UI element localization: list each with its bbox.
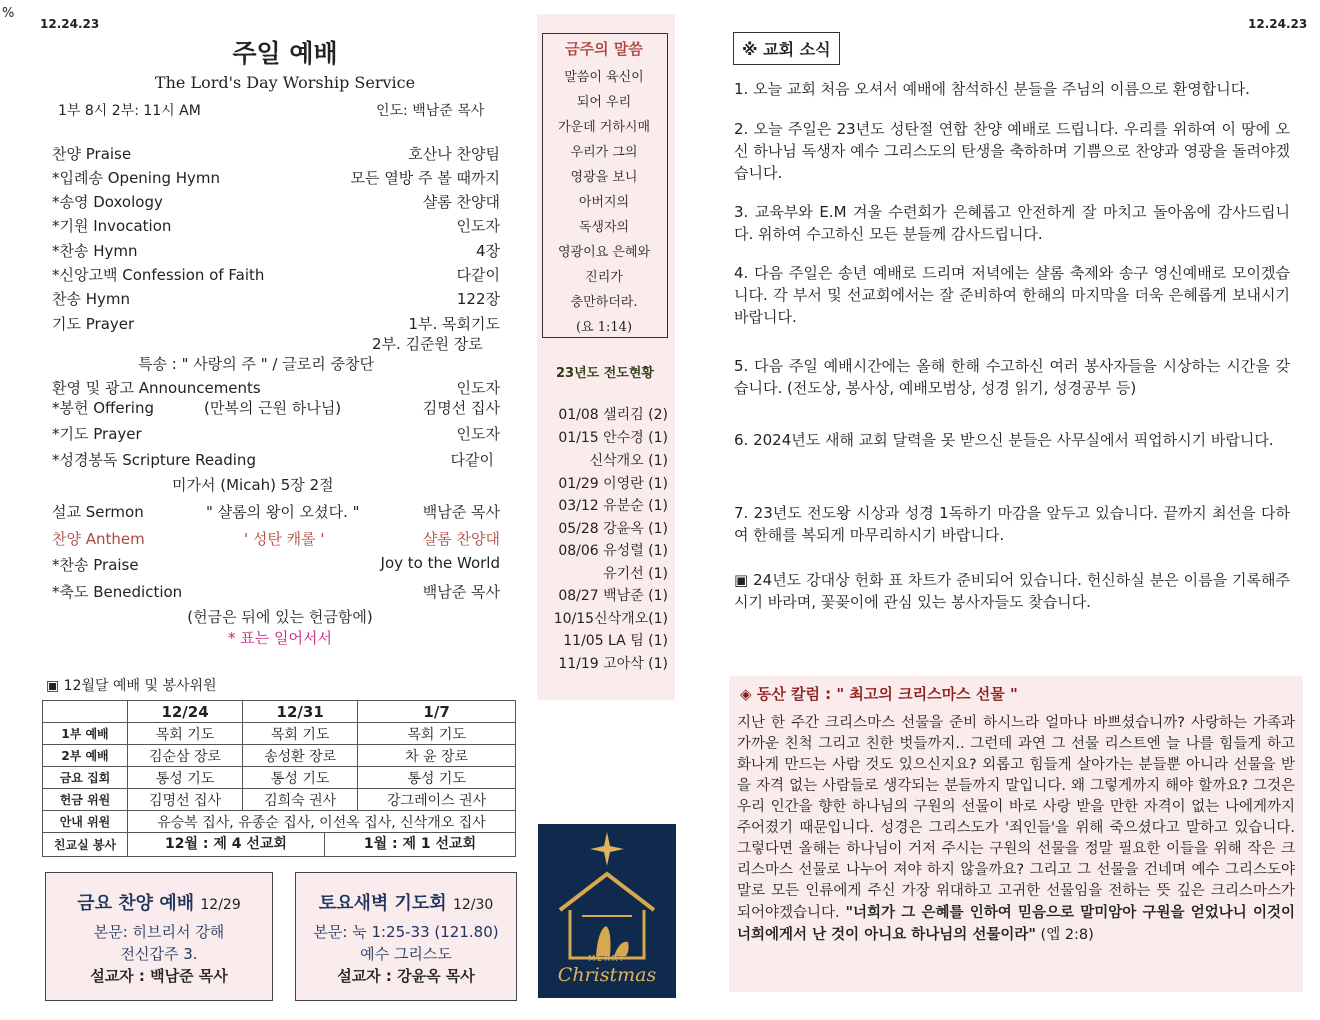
- order-label: *성경봉독 Scripture Reading: [52, 451, 256, 469]
- row-header: 헌금 위원: [43, 789, 128, 811]
- evangelism-item: 11/05 LA 팀 (1): [563, 633, 668, 649]
- order-label: *봉헌 Offering: [52, 399, 154, 417]
- row-header: 친교실 봉사: [43, 833, 128, 857]
- column-quote: "너희가 그 은혜를 인하여 믿음으로 말미암아 구원을 얻었나니 이것이 너희에게서 난 것이 아니요 하나님의 선물이라": [737, 904, 1296, 943]
- table-cell: 김희숙 권사: [243, 789, 358, 811]
- evangelism-item: 08/06 유성렬 (1): [558, 543, 668, 559]
- table-row: [43, 789, 516, 811]
- column-quote-ref: (엡 2:8): [1035, 927, 1094, 943]
- row-header: 금요 집회: [43, 767, 128, 789]
- order-value: Joy to the World: [380, 554, 500, 572]
- friday-title-text: 금요 찬양 예배: [77, 893, 195, 914]
- saturday-date: 12/30: [452, 897, 494, 913]
- date-right: 12.24.23: [1248, 17, 1308, 31]
- order-label: 찬송 Hymn: [52, 290, 131, 308]
- table-cell: 목회 기도: [243, 723, 358, 745]
- offering-note: (헌금은 뒤에 있는 헌금함에): [187, 608, 373, 626]
- order-row: [52, 581, 500, 605]
- order-value: 인도자: [456, 379, 500, 397]
- worship-title: 주일 예배: [232, 39, 338, 68]
- order-label: *찬송 Praise: [52, 556, 139, 574]
- verse-line: (요 1:14): [575, 320, 633, 335]
- order-label: 찬양 Anthem: [52, 530, 145, 548]
- order-label: *찬송 Hymn: [52, 242, 138, 260]
- saturday-preacher: 설교자 : 강윤옥 목사: [337, 967, 475, 985]
- friday-text: 본문: 히브리서 강해: [93, 923, 225, 941]
- news-title: ※ 교회 소식: [733, 32, 840, 65]
- order-value: 백남준 목사: [422, 503, 500, 521]
- verse-line: 우리가 그의: [570, 145, 638, 160]
- evangelism-item: 05/28 강윤옥 (1): [558, 521, 668, 537]
- table-cell: 목회 기도: [128, 723, 243, 745]
- table-cell: 차 윤 장로: [358, 745, 516, 767]
- news-item: 5. 다음 주일 예배시간에는 올해 한해 수고하신 여러 봉사자들을 시상하는 시간을 갖습니다. (전도상, 봉사상, 예배모범상, 성경 읽기, 성경공부 등): [734, 357, 1290, 397]
- verse-line: 영광이요 은혜와: [557, 245, 651, 260]
- news-item: 2. 오늘 주일은 23년도 성탄절 연합 찬양 예배로 드립니다. 우리를 위하여 이 땅에 오신 하나님 독생자 예수 그리스도의 탄생을 축하하며 기쁨으로 찬양과 영광을 돌려야겠습니다.: [734, 120, 1290, 182]
- schedule-table: [42, 700, 516, 857]
- table-cell: 목회 기도: [358, 723, 516, 745]
- saturday-topic: 예수 그리스도: [360, 945, 452, 963]
- verse-line: 영광을 보니: [570, 170, 638, 185]
- order-value: 샬롬 찬양대: [422, 193, 500, 211]
- table-row: [43, 833, 516, 857]
- saturday-text: 본문: 눅 1:25-33 (121.80): [313, 923, 499, 941]
- table-cell: 김순삼 장로: [128, 745, 243, 767]
- row-header: 2부 예배: [43, 745, 128, 767]
- table-row: [43, 723, 516, 745]
- prayer-second-service: 2부. 김준원 장로: [372, 335, 483, 353]
- evangelism-item: 03/12 유분순 (1): [558, 498, 668, 514]
- table-cell: 송성환 장로: [243, 745, 358, 767]
- news-item: 1. 오늘 교회 처음 오셔서 예배에 참석하신 분들을 주님의 이름으로 환영합니다.: [734, 80, 1250, 98]
- order-row: [52, 143, 500, 167]
- evangelism-item: 01/15 안수경 (1): [558, 430, 668, 446]
- news-item: 3. 교육부와 E.M 겨울 수련회가 은혜롭고 안전하게 잘 마치고 돌아옴에 감사드립니다. 위하여 수고하신 모든 분들께 감사드립니다.: [734, 203, 1290, 243]
- order-value: 모든 열방 주 볼 때까지: [350, 169, 500, 187]
- saturday-prayer-box: [295, 872, 517, 1001]
- friday-topic: 전신갑주 3.: [120, 945, 198, 963]
- table-cell: 통성 기도: [128, 767, 243, 789]
- order-value: 김명선 집사: [422, 399, 500, 417]
- table-cell: 통성 기도: [243, 767, 358, 789]
- verse-line: 되어 우리: [576, 95, 632, 110]
- order-label: 기도 Prayer: [52, 315, 135, 333]
- xmas-merry: MERRY: [588, 954, 626, 963]
- saturday-title-text: 토요새벽 기도회: [318, 893, 447, 914]
- worship-leader: 인도: 백남준 목사: [376, 103, 485, 119]
- order-row: [52, 554, 500, 578]
- column-text: 지난 한 주간 크리스마스 선물을 준비 하시느라 얼마나 바쁘셨습니까? 사랑하는 가족과 가까운 친척 그리고 친한 벗들까지.. 그런데 과연 그 선물 리스트엔 늘 나를 힘들게 하고 화나게 만드는 사람 것도 있으신지요? 외롭고 힘들게 살아가는 분들뿐 아니라 선물을 받을 자격 없는 사람들로 생각되는 분들까지 말입니다. 왜 그렇게까지 해야 할까요? 그것은 우리 인간을 향한 하나님의 구원의 선물이 바로 사랑 받을 만한 자격이 없는 나에게까지 주어졌기 때문입니다. 성경은 그리스도가 '죄인들'을 위해 죽으셨다고 말하고 있습니다. 그렇다면 올해는 하나님이 거저 주시는 구원의 선물을 정말 필요한 이들을 위해 작은 크리스마스 선물로 나누어 져야 하지 않을까요? 그리고 그 선물을 건네며 예수 그리스도야 말로 모든 인류에게 주신 가장 위대하고 고귀한 선물임을 전하는 뜻 깊은 크리스마스가 되어야겠습니다.: [737, 715, 1295, 921]
- evangelism-item: 01/08 샐리김 (2): [558, 407, 668, 423]
- order-label: 설교 Sermon: [52, 503, 144, 521]
- order-label: *축도 Benediction: [52, 583, 183, 601]
- order-row: [52, 449, 500, 473]
- order-label: *신앙고백 Confession of Faith: [52, 266, 265, 284]
- verse-line: 아버지의: [578, 195, 630, 210]
- friday-service-box: [45, 872, 273, 1001]
- special-song: 특송 : " 사랑의 주 " / 글로리 중창단: [138, 355, 374, 373]
- table-cell: 통성 기도: [358, 767, 516, 789]
- verse-line: 독생자의: [578, 220, 630, 235]
- table-row: [43, 767, 516, 789]
- scripture-reference: 미가서 (Micah) 5장 2절: [172, 476, 334, 494]
- service-times: 1부 8시 2부: 11시 AM: [58, 103, 201, 119]
- order-value: 다같이: [450, 451, 494, 469]
- stand-note: * 표는 일어서서: [228, 629, 332, 647]
- order-label: *기도 Prayer: [52, 425, 142, 443]
- verse-line: 말씀이 육신이: [564, 70, 644, 85]
- order-row: [52, 167, 500, 191]
- evangelism-item: 유기선 (1): [603, 566, 668, 582]
- order-row: [52, 240, 500, 264]
- order-value: 인도자: [456, 425, 500, 443]
- fellowship-jan: 1월 : 제 1 선교회: [363, 836, 477, 852]
- table-row: [43, 811, 516, 833]
- news-item: 7. 23년도 전도왕 시상과 성경 1독하기 마감을 앞두고 있습니다. 끝까지 최선을 다하여 한해를 복되게 마무리하시기 바랍니다.: [734, 504, 1290, 544]
- schedule-title: ▣ 12월달 예배 및 봉사위원: [46, 678, 217, 694]
- verse-line: 진리가: [585, 270, 623, 285]
- fellowship-dec: 12월 : 제 4 선교회: [128, 833, 325, 856]
- order-label: 환영 및 광고 Announcements: [52, 379, 261, 397]
- nativity-image: [538, 824, 676, 998]
- table-cell: 김명선 집사: [128, 789, 243, 811]
- table-header: 12/24: [128, 701, 243, 723]
- order-mid: (만복의 근원 하나님): [204, 399, 342, 417]
- order-row: [52, 288, 500, 312]
- order-label: *입례송 Opening Hymn: [52, 169, 221, 187]
- evangelism-item: 10/15신삭개오(1): [553, 611, 668, 627]
- order-label: *송영 Doxology: [52, 193, 163, 211]
- evangelism-item: 11/19 고아삭 (1): [558, 656, 668, 672]
- order-row: [52, 215, 500, 239]
- table-cell: [128, 833, 516, 857]
- news-item: 4. 다음 주일은 송년 예배로 드리며 저녁에는 샬롬 축제와 송구 영신예배로 모이겠습니다. 각 부서 및 선교회에서는 잘 준비하여 한해의 마지막을 더욱 은혜롭게 보내시기 바랍니다.: [734, 264, 1290, 326]
- order-row: [52, 423, 500, 447]
- order-value: 백남준 목사: [422, 583, 500, 601]
- evangelism-title: 23년도 전도현황: [556, 366, 654, 381]
- evangelism-item: 01/29 이영란 (1): [558, 476, 668, 492]
- order-value: 다같이: [456, 266, 500, 284]
- column-title: ◈ 동산 칼럼 : " 최고의 크리스마스 선물 ": [740, 685, 1018, 703]
- order-label: *기원 Invocation: [52, 217, 172, 235]
- row-header: 1부 예배: [43, 723, 128, 745]
- column-body: [737, 713, 1295, 946]
- order-value: 4장: [475, 242, 500, 260]
- order-row: [52, 191, 500, 215]
- table-cell: [43, 701, 128, 723]
- worship-subtitle: The Lord's Day Worship Service: [154, 73, 416, 92]
- evangelism-item: 신삭개오 (1): [589, 453, 668, 469]
- anthem-title: ' 성탄 캐롤 ': [244, 530, 325, 548]
- news-item: ▣ 24년도 강대상 헌화 표 차트가 준비되어 있습니다. 헌신하실 분은 이름을 기록해주시기 바라며, 꽃꽂이에 관심 있는 봉사자들도 찾습니다.: [734, 571, 1290, 611]
- friday-date: 12/29: [200, 897, 241, 913]
- order-row: [52, 264, 500, 288]
- order-label: 찬양 Praise: [52, 145, 132, 163]
- sermon-title: " 샬롬의 왕이 오셨다. ": [206, 503, 360, 521]
- table-row: [43, 745, 516, 767]
- order-row: [52, 501, 500, 525]
- order-value: 인도자: [456, 217, 500, 235]
- row-header: 안내 위원: [43, 811, 128, 833]
- verse-title: 금주의 말씀: [565, 40, 643, 58]
- news-item: 6. 2024년도 새해 교회 달력을 못 받으신 분들은 사무실에서 픽업하시기 바랍니다.: [734, 431, 1274, 449]
- order-value: 122장: [456, 290, 500, 308]
- saturday-prayer-title: [296, 889, 516, 915]
- friday-service-title: [46, 889, 272, 915]
- table-row: [43, 701, 516, 723]
- table-cell: 유승복 집사, 유종순 집사, 이선옥 집사, 신삭개오 집사: [128, 811, 516, 833]
- date-left: 12.24.23: [40, 17, 100, 31]
- order-value: 샬롬 찬양대: [422, 530, 500, 548]
- table-header: 1/7: [358, 701, 516, 723]
- xmas-christmas: Christmas: [557, 964, 657, 986]
- verse-line: 가운데 거하시매: [557, 120, 651, 135]
- friday-preacher: 설교자 : 백남준 목사: [90, 967, 228, 985]
- evangelism-item: 08/27 백남준 (1): [558, 588, 668, 604]
- table-header: 12/31: [243, 701, 358, 723]
- order-value: 1부. 목회기도: [408, 315, 500, 333]
- order-value: 호산나 찬양팀: [408, 145, 500, 163]
- verse-line: 충만하더라.: [570, 295, 638, 310]
- order-row: [52, 397, 500, 421]
- corner-mark: %: [2, 6, 15, 21]
- table-cell: 강그레이스 권사: [358, 789, 516, 811]
- order-row: [52, 528, 500, 552]
